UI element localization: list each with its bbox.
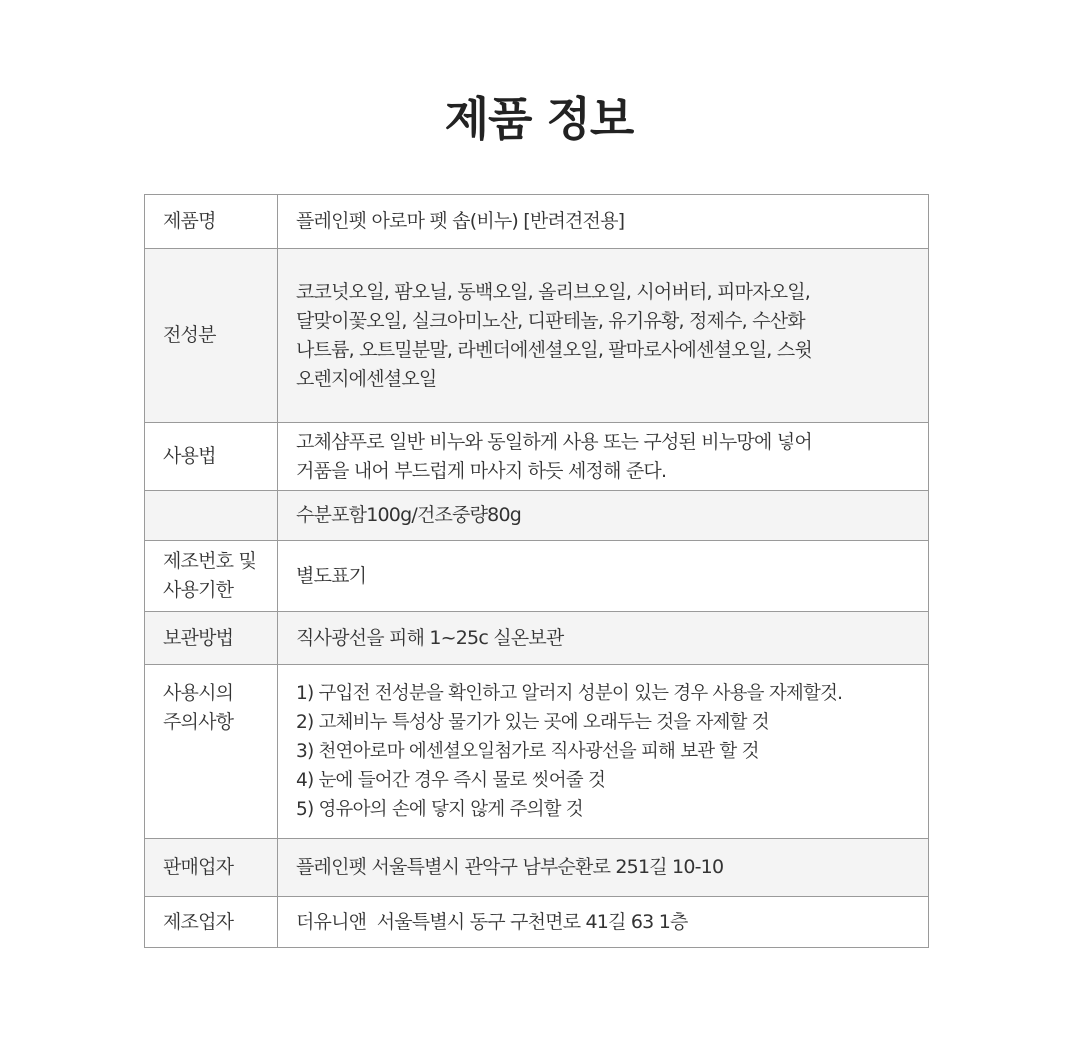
row-label-line: 사용기한 <box>163 579 234 601</box>
row-label-line: 전성분 <box>163 324 216 346</box>
row-value <box>278 195 929 249</box>
row-label-line: 제품명 <box>163 210 216 232</box>
row-value-line: 5) 영유아의 손에 닿지 않게 주의할 것 <box>296 799 583 820</box>
table-row-usage <box>145 423 929 491</box>
row-value-line: 1) 구입전 전성분을 확인하고 알러지 성분이 있는 경우 사용을 자제할것. <box>296 683 843 704</box>
row-value <box>278 897 929 948</box>
row-value-line: 달맞이꽃오일, 실크아미노산, 디판테놀, 유기유황, 정제수, 수산화 <box>296 309 805 332</box>
row-value <box>278 491 929 541</box>
row-label-line: 보관방법 <box>163 626 234 649</box>
row-label-line: 사용법 <box>163 445 216 467</box>
row-value-line: 별도표기 <box>296 564 367 587</box>
row-value-line: 고체샴푸로 일반 비누와 동일하게 사용 또는 구성된 비누망에 넣어 <box>296 430 812 453</box>
row-label <box>145 491 278 541</box>
table-row-ingredients <box>145 249 929 423</box>
product-info-table <box>144 194 929 948</box>
row-value <box>278 541 929 612</box>
row-value-line: 거품을 내어 부드럽게 마사지 하듯 세정해 준다. <box>296 459 667 482</box>
row-value-line: 수분포함100g/건조중량80g <box>296 504 521 526</box>
row-value <box>278 839 929 897</box>
row-value-line: 플레인펫 아로마 펫 솝(비누) [반려견전용] <box>296 210 625 232</box>
row-value-line: 직사광선을 피해 1~25c 실온보관 <box>296 626 564 649</box>
row-value-line: 나트륨, 오트밀분말, 라벤더에센셜오일, 팔마로사에센셜오일, 스윗 <box>296 338 812 361</box>
row-label <box>145 249 278 423</box>
row-value-line: 2) 고체비누 특성상 물기가 있는 곳에 오래두는 것을 자제할 것 <box>296 712 769 733</box>
row-label-line: 주의사항 <box>163 711 234 733</box>
table-row-precautions <box>145 665 929 839</box>
row-value-line: 3) 천연아로마 에센셜오일첨가로 직사광선을 피해 보관 할 것 <box>296 741 759 762</box>
row-label <box>145 612 278 665</box>
row-value <box>278 249 929 423</box>
row-value-line: 코코넛오일, 팜오닐, 동백오일, 올리브오일, 시어버터, 피마자오일, <box>296 280 811 303</box>
table-row-lot-expiry <box>145 541 929 612</box>
row-value-line: 4) 눈에 들어간 경우 즉시 물로 씻어줄 것 <box>296 770 606 791</box>
row-label-line: 판매업자 <box>163 856 234 878</box>
row-label <box>145 195 278 249</box>
row-label <box>145 839 278 897</box>
page-title: 제품 정보 <box>444 92 634 146</box>
row-value-line: 오렌지에센셜오일 <box>296 367 437 390</box>
table-row-weight <box>145 491 929 541</box>
row-value <box>278 612 929 665</box>
table-row-manufacturer <box>145 897 929 948</box>
row-value-line: 더유니앤 서울특별시 동구 구천면로 41길 63 1층 <box>296 910 688 933</box>
table-row-product-name <box>145 195 929 249</box>
row-label <box>145 541 278 612</box>
row-label-line: 제조번호 및 <box>163 550 257 572</box>
row-label <box>145 665 278 839</box>
row-value-line: 플레인펫 서울특별시 관악구 남부순환로 251길 10-10 <box>296 856 724 878</box>
row-label-line: 제조업자 <box>163 910 234 933</box>
row-label <box>145 423 278 491</box>
row-value <box>278 423 929 491</box>
row-label <box>145 897 278 948</box>
table-row-storage <box>145 612 929 665</box>
row-label-line: 사용시의 <box>163 682 234 704</box>
table-row-seller <box>145 839 929 897</box>
row-value <box>278 665 929 839</box>
